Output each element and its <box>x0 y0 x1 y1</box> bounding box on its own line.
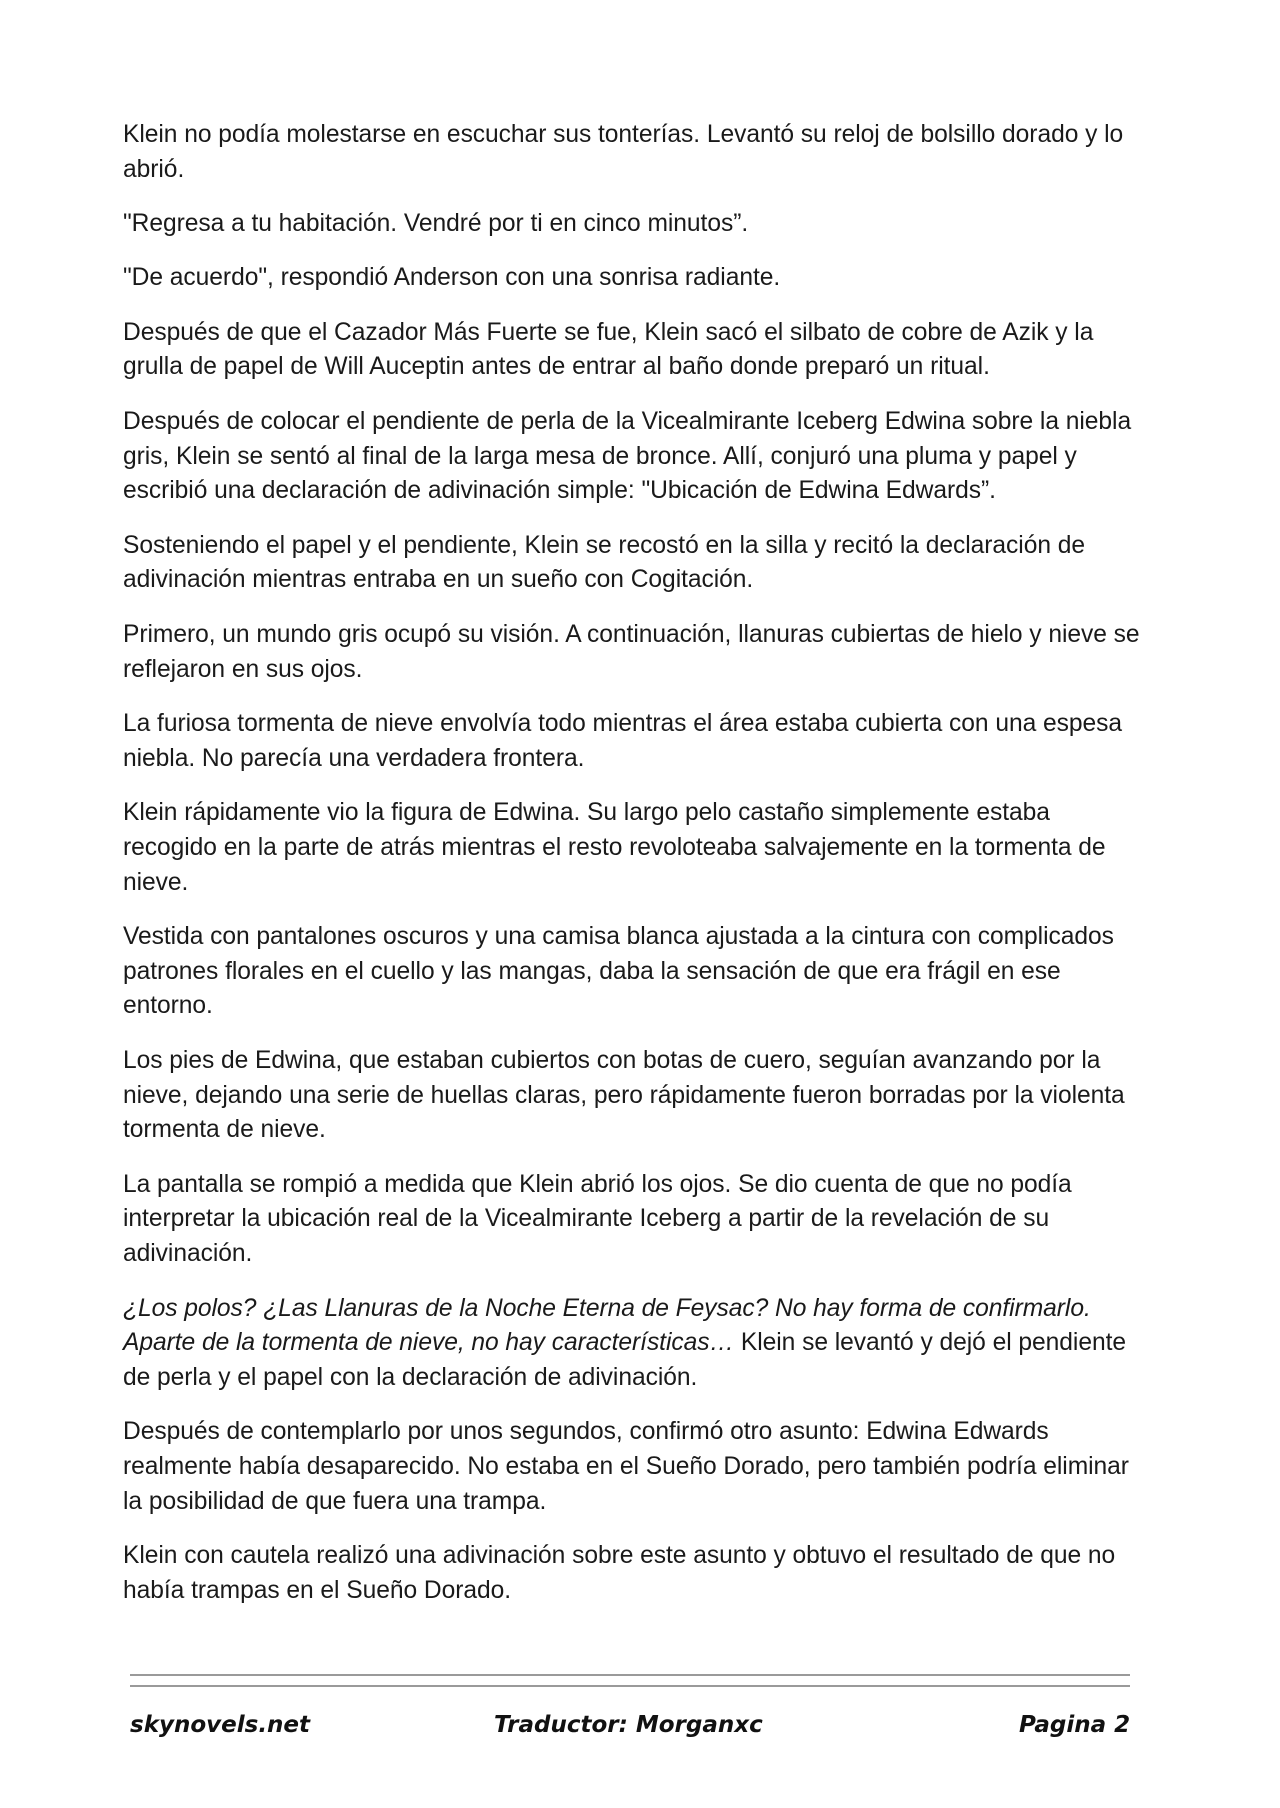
paragraph-with-thoughts <box>123 1292 1143 1396</box>
paragraph: Sosteniendo el papel y el pendiente, Klein se recostó en la silla y recitó la declaración de adivinación mientras entraba en un sueño con Cogitación. <box>123 531 1085 594</box>
paragraph: Los pies de Edwina, que estaban cubiertos con botas de cuero, seguían avanzando por la nieve, dejando una serie de huellas claras, pero rápidamente fueron borradas por la violenta tormenta de nieve. <box>123 1046 1125 1144</box>
italic-thought: ¿Los polos? ¿Las Llanuras de la Noche Eterna de Feysac? No hay forma de confirmarlo. Aparte de la tormenta de nieve, no hay características… <box>123 1294 1091 1357</box>
footer-divider-top <box>130 1674 1130 1676</box>
footer-divider-bottom <box>130 1685 1130 1687</box>
paragraph: Después de colocar el pendiente de perla de la Vicealmirante Iceberg Edwina sobre la niebla gris, Klein se sentó al final de la larga mesa de bronce. Allí, conjuró una pluma y papel y escribió una declaración de adivinación simple: "Ubicación de Edwina Edwards”. <box>123 407 1132 505</box>
paragraph: "Regresa a tu habitación. Vendré por ti en cinco minutos”. <box>123 210 749 238</box>
body-text <box>123 118 1143 1628</box>
paragraph: La furiosa tormenta de nieve envolvía todo mientras el área estaba cubierta con una espesa niebla. No parecía una verdadera frontera. <box>123 709 1123 772</box>
paragraph: Klein no podía molestarse en escuchar sus tonterías. Levantó su reloj de bolsillo dorado y lo abrió. <box>123 121 1124 183</box>
paragraph: Klein rápidamente vio la figura de Edwina. Su largo pelo castaño simplemente estaba recogido en la parte de atrás mientras el resto revoloteaba salvajemente en la tormenta de nieve. <box>123 798 1106 896</box>
paragraph: Después de contemplarlo por unos segundos, confirmó otro asunto: Edwina Edwards realmente había desaparecido. No estaba en el Sueño Dorado, pero también podría eliminar la posibilidad de que fuera una trampa. <box>123 1418 1129 1515</box>
paragraph: "De acuerdo", respondió Anderson con una sonrisa radiante. <box>123 264 781 292</box>
paragraph-continuation: Klein se levantó y dejó el pendiente de perla y el papel con la declaración de adivinación. <box>123 1329 1126 1392</box>
paragraph: La pantalla se rompió a medida que Klein abrió los ojos. Se dio cuenta de que no podía interpretar la ubicación real de la Vicealmirante Iceberg a partir de la revelación de su adivinación. <box>123 1170 1072 1268</box>
paragraph: Klein con cautela realizó una adivinación sobre este asunto y obtuvo el resultado de que no había trampas en el Sueño Dorado. <box>123 1542 1116 1605</box>
footer-translator: Traductor: Morganxc <box>494 1712 763 1738</box>
paragraph: Vestida con pantalones oscuros y una camisa blanca ajustada a la cintura con complicados patrones florales en el cuello y las mangas, daba la sensación de que era frágil en ese entorno. <box>123 922 1114 1020</box>
footer-page-number: Pagina 2 <box>1019 1712 1131 1738</box>
paragraph: Primero, un mundo gris ocupó su visión. A continuación, llanuras cubiertas de hielo y nieve se reflejaron en sus ojos. <box>123 620 1140 683</box>
footer-site: skynovels.net <box>130 1712 311 1738</box>
paragraph: Después de que el Cazador Más Fuerte se fue, Klein sacó el silbato de cobre de Azik y la grulla de papel de Will Auceptin antes de entrar al baño donde preparó un ritual. <box>123 318 1094 381</box>
